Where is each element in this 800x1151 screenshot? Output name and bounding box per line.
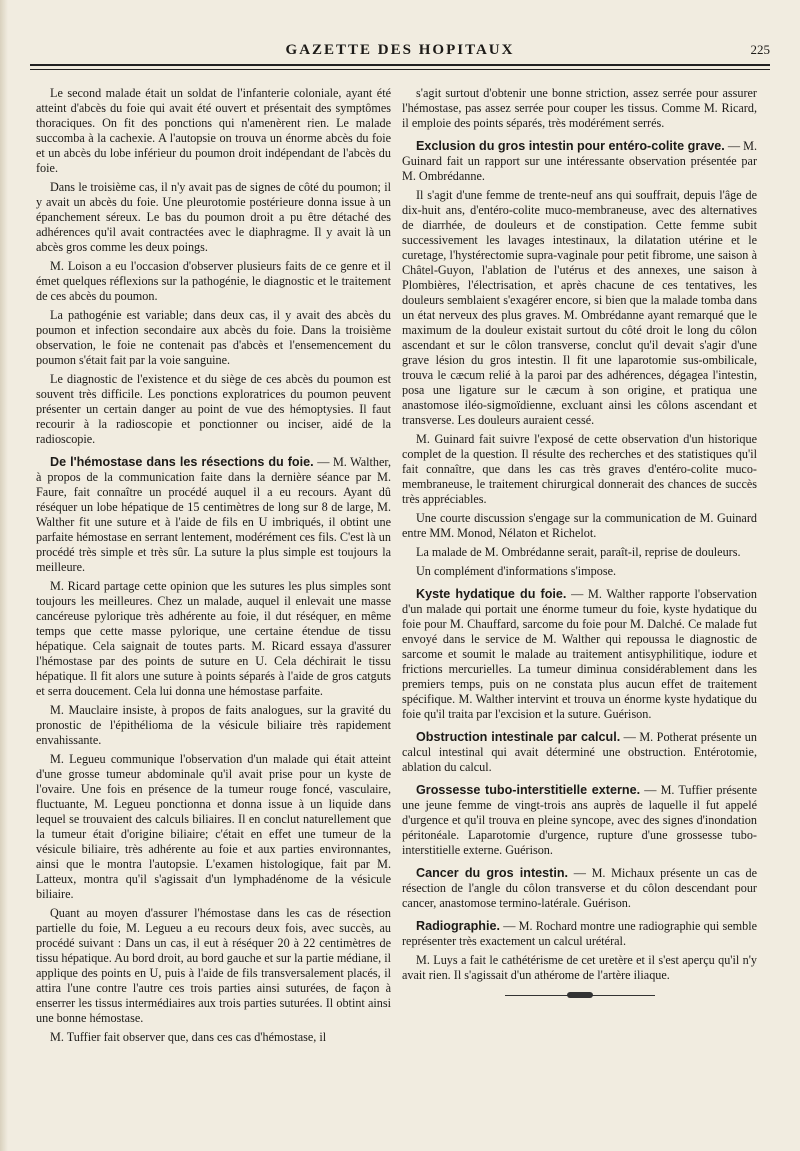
paragraph: M. Luys a fait le cathétérisme de cet uretère et il s'est aperçu qu'il n'y avait rien. Il s'agissait d'un athérome de l'artère iliaque. bbox=[402, 953, 757, 982]
paragraph: s'agit surtout d'obtenir une bonne striction, assez serrée pour assurer l'hémostase, pas assez serrée pour couper les tissus. Comme M. Ricard, il emploie des points séparés, très modérément serrés. bbox=[402, 86, 757, 130]
left-column bbox=[36, 86, 391, 1136]
section-heading: Exclusion du gros intestin pour entéro-colite grave. bbox=[416, 139, 725, 153]
header-rule-thick bbox=[30, 64, 770, 66]
paragraph: Il s'agit d'une femme de trente-neuf ans qui souffrait, depuis l'âge de dix-huit ans, d'entéro-colite muco-membraneuse, avec des alternatives de diarrhée, de douleurs et de constipation. Cette femme subit successivement les lavages intestinaux, la dilatation utérine et le curetage, l'hystérectomie supra-vaginale pour petit fibrome, une saison à Châtel-Guyon, l'ablation de l'utérus et des annexes, une saison à Plombières, l'électrisation, et après chacune de ces tentatives, les douleurs semblaient s'exagérer encore, si bien que la malade tomba dans un état nerveux des plus graves. M. Ombrédanne ayant remarqué que le maximum de la douleur existait surtout du côté droit le long du côlon ascendant et sur le côlon transverse, conclut qu'il devait s'agir d'une grave lésion du gros intestin. Il fit une laparotomie sus-ombilicale, trouva le cæcum relié à la paroi par des adhérences, dégagea l'intestin, posa une ligature sur le cæcum à son origine, et pratiqua une anastomose iléo-sigmoïdienne, excluant ainsi les côlons ascendant et transverse. Les douleurs auraient cessé. bbox=[402, 188, 757, 427]
paragraph: M. Loison a eu l'occasion d'observer plusieurs faits de ce genre et il émet quelques réflexions sur la pathogénie, le diagnostic et le traitement de ces abcès du poumon. bbox=[36, 259, 391, 303]
paragraph: M. Legueu communique l'observation d'un malade qui était atteint d'une grosse tumeur abdominale qu'il avait prise pour un kyste de l'ovaire. Une fois en présence de la tumeur rouge foncé, vasculaire, fluctuante, M. Legueu ponctionna et donna issue à un liquide dans lequel se trouvaient des calculs biliaires. Il en conclut naturellement que la tumeur était d'origine biliaire; c'était en effet une tumeur de la vésicule biliaire, très adhérente au foie et aux parties environnantes, ainsi que le montra l'autopsie. L'examen histologique, fait par M. Latteux, montra qu'il s'agissait d'un lymphadénome de la vésicule biliaire. bbox=[36, 752, 391, 901]
paragraph: M. Guinard fait suivre l'exposé de cette observation d'un historique complet de la question. Il résulte des recherches et des statistiques qu'il fait connaître, que dans les cas très graves d'entéro-colite muco-membraneuse, le traitement chirurgical donnerait des chances de succès très appréciables. bbox=[402, 432, 757, 506]
paragraph: La pathogénie est variable; dans deux cas, il y avait des abcès du poumon et infection secondaire aux abcès du foie. Dans la troisième observation, le foie ne contenait pas d'abcès et l'ensemencement du poumon s'était fait par la voie sanguine. bbox=[36, 308, 391, 367]
section-paragraph: Obstruction intestinale par calcul. — M. Potherat présente un calcul intestinal qui avait déterminé une obstruction. Entérotomie, ablation du calcul. bbox=[402, 730, 757, 774]
journal-title: GAZETTE DES HOPITAUX bbox=[285, 42, 515, 58]
section-heading: Cancer du gros intestin. bbox=[416, 866, 569, 880]
paragraph: M. Mauclaire insiste, à propos de faits analogues, sur la gravité du pronostic de l'épithélioma de la vésicule biliaire très rapidement envahissante. bbox=[36, 703, 391, 747]
section-paragraph: Exclusion du gros intestin pour entéro-colite grave. — M. Guinard fait un rapport sur une intéressante observation présentée par M. Ombrédanne. bbox=[402, 139, 757, 183]
section-paragraph: Cancer du gros intestin. — M. Michaux présente un cas de résection de l'angle du côlon transverse et du côlon descendant pour cancer, anastomose termino-latérale. Guérison. bbox=[402, 866, 757, 910]
header-rule-thin bbox=[30, 69, 770, 70]
section-heading: Grossesse tubo-interstitielle externe. bbox=[416, 783, 641, 797]
paragraph: Un complément d'informations s'impose. bbox=[416, 564, 617, 578]
section-paragraph: De l'hémostase dans les résections du foie. — M. Walther, à propos de la communication faite dans la dernière séance par M. Faure, fait connaître un procédé auquel il a eu recours. Ayant dû réséquer un lobe hépatique de 15 centimètres de long sur 8 de large, M. Walther fit une suture et à l'aide de fils en U imbriqués, il obtint une parfaite hémostase en serrant lentement, modérément ces fils. C'est là un procédé très simple et très sûr. La suture la plus simple est toujours la meilleure. bbox=[36, 455, 391, 574]
paragraph: Une courte discussion s'engage sur la communication de M. Guinard entre MM. Monod, Nélaton et Richelot. bbox=[402, 511, 757, 540]
page-spine-shadow bbox=[0, 0, 8, 1151]
section-paragraph: Kyste hydatique du foie. — M. Walther rapporte l'observation d'un malade qui portait une énorme tumeur du foie, kyste hydatique du foie pour M. Chauffard, sarcome du foie pour M. Dalché. Ce malade fut envoyé dans le service de M. Walther qui repoussa le diagnostic de sarcome et soumit le malade au traitement antisyphilitique, iodure et frictions mercurielles. La tumeur diminua considérablement dans les premiers temps, puis on ne constata plus aucun effet de traitement spécifique. M. Walther intervint et trouva un énorme kyste hydatique du foie qu'il traita par l'excision et la suture. Guérison. bbox=[402, 587, 757, 721]
paragraph: Quant au moyen d'assurer l'hémostase dans les cas de résection partielle du foie, M. Legueu a eu recours deux fois, avec succès, au procédé suivant : Dans un cas, il eut à réséquer 20 à 22 centimètres de tissu hépatique. Au bord droit, au bord gauche et sur la partie médiane, il applique des points en U, puis à l'aide de fils transversalement placés, il attira l'une contre l'autre ces trois parties ainsi suturées, de façon à enserrer les tissus intermédiaires aux trois parties suturées. Il obtint ainsi une bonne hémostase. bbox=[36, 906, 391, 1025]
paragraph: M. Ricard partage cette opinion que les sutures les plus simples sont toujours les meilleures. Chez un malade, auquel il enlevait une masse cancéreuse pylorique très adhérente au foie, il dut réséquer, en même temps que cette masse pylorique, une certaine étendue de tissu hépatique. Cela saignait de toutes parts. M. Ricard essaya d'assurer l'hémostase par des points de suture en U. Cela déchirait le tissu hépatique. Il fit alors une suture à points séparés à l'aide de gros catguts et serra doucement. Cela lui donna une hémostase parfaite. bbox=[36, 579, 391, 698]
section-heading: De l'hémostase dans les résections du foie. bbox=[50, 455, 314, 469]
paragraph: M. Tuffier fait observer que, dans ces cas d'hémostase, il bbox=[50, 1030, 327, 1044]
section-heading: Radiographie. bbox=[416, 919, 500, 933]
paragraph: Le second malade était un soldat de l'infanterie coloniale, ayant été atteint d'abcès du foie qui avait été ouvert et présentait des symptômes thoraciques. On fit des ponctions qui n'amenèrent rien. Le malade succomba à la cachexie. A l'autopsie on trouva un énorme abcès du foie et un abcès du lobe inférieur du poumon droit indépendant de l'abcès du foie. bbox=[36, 86, 391, 175]
right-column bbox=[402, 86, 757, 1136]
section-heading: Kyste hydatique du foie. bbox=[416, 587, 567, 601]
paragraph: Dans le troisième cas, il n'y avait pas de signes de côté du poumon; il y avait un abcès du foie. Une pleurotomie postérieure donna issue à un épanchement séreux. Le bas du poumon droit a pu être détaché des adhérences qu'il avait contractées avec le diaphragme. Il y avait là un abcès gros comme les deux poings. bbox=[36, 180, 391, 254]
section-heading: Obstruction intestinale par calcul. bbox=[416, 730, 621, 744]
page-number: 225 bbox=[750, 42, 770, 57]
paragraph: La malade de M. Ombrédanne serait, paraît-il, reprise de douleurs. bbox=[416, 545, 741, 559]
section-paragraph: Grossesse tubo-interstitielle externe. — M. Tuffier présente une jeune femme de vingt-trois ans auprès de laquelle il fut appelé d'urgence et qu'il trouva en pleine syncope, avec des signes d'inondation péritonéale. Laparotomie d'urgence, rupture d'une grossesse tubo-interstitielle externe. Guérison. bbox=[402, 783, 757, 857]
paragraph: Le diagnostic de l'existence et du siège de ces abcès du poumon est souvent très difficile. Les ponctions exploratrices du poumon peuvent présenter un certain danger au point de vue des hémoptysies. Il faut recourir à la radioscopie et ponctionner ou inciser, aidé de la radioscopie. bbox=[36, 372, 391, 446]
end-ornament bbox=[505, 995, 655, 1002]
section-paragraph: Radiographie. — M. Rochard montre une radiographie qui semble représenter très exactement un calcul urétéral. bbox=[402, 919, 757, 948]
